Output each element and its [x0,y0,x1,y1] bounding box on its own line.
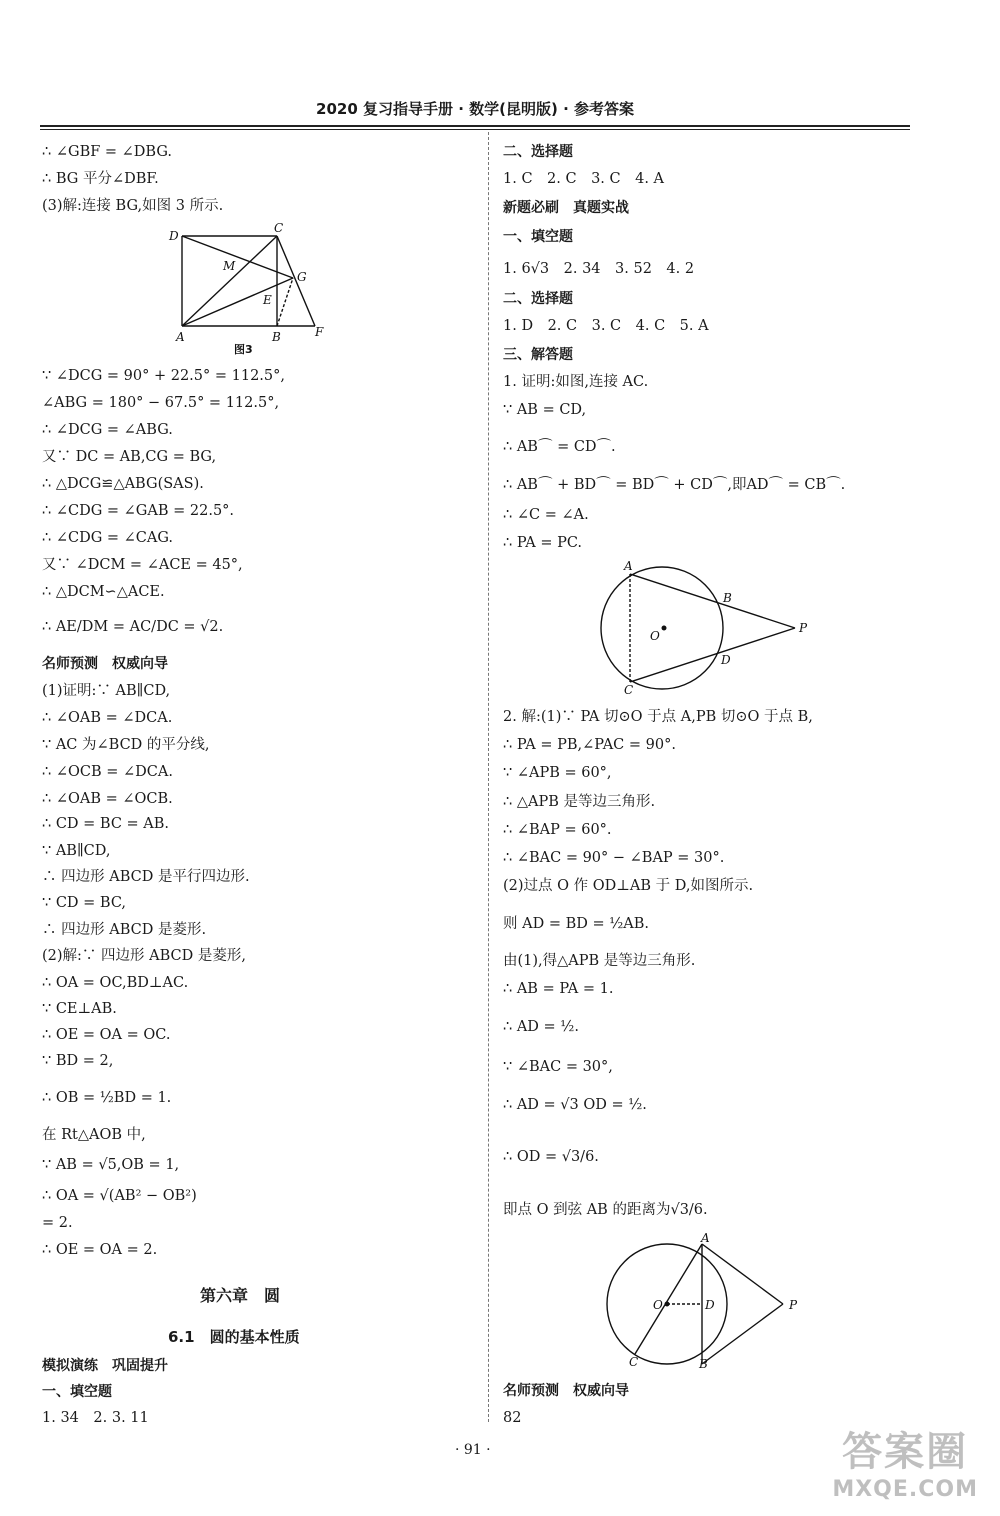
text-line: ∵ BD = 2, [42,1053,114,1069]
text-line: 1. 34 2. 3. 11 [42,1410,149,1426]
text-line: (2)过点 O 作 OD⊥AB 于 D,如图所示. [503,878,754,894]
fig3-label-G: G [297,270,307,284]
section-heading: 名师预测 权威向导 [503,1383,629,1399]
text-line: 1. 证明:如图,连接 AC. [503,374,649,390]
text-line: ∴ ∠OAB = ∠DCA. [42,710,173,726]
text-line: ∴ △DCG≌△ABG(SAS). [42,476,204,492]
text-line: ∴ AE/DM = AC/DC = √2. [42,619,224,635]
circle1-label-B: B [723,591,732,605]
header-rule-thick [40,125,910,127]
circle1-label-A: A [624,559,633,573]
text-line: ∴ ∠GBF = ∠DBG. [42,144,173,160]
circle2-label-B: B [699,1357,708,1371]
text-line: ∴ ∠CDG = ∠CAG. [42,530,174,546]
text-line: = 2. [42,1215,73,1231]
text-line: ∴ OE = OA = OC. [42,1027,171,1043]
figure-circle-tangent-2 [605,1232,815,1372]
text-line: ∴ ∠C = ∠A. [503,507,589,523]
text-line: ∴ ∠BAP = 60°. [503,822,612,838]
watermark-line1: 答案圈 [842,1429,969,1475]
text-line: ∴ OE = OA = 2. [42,1242,158,1258]
text-line: 即点 O 到弦 AB 的距离为√3/6. [503,1202,708,1218]
text-line: ∵ AB∥CD, [42,843,111,859]
text-line: ∴ PA = PB,∠PAC = 90°. [503,737,676,753]
text-line: 在 Rt△AOB 中, [42,1127,146,1143]
text-line: ∴ △APB 是等边三角形. [503,794,656,810]
text-line: 又∵ ∠DCM = ∠ACE = 45°, [42,557,243,573]
text-line: 则 AD = BD = ½AB. [503,916,650,932]
section-heading: 一、填空题 [503,229,573,245]
watermark-line2: MXQE.COM [832,1477,978,1502]
fig3-label-A: A [176,330,185,344]
section-heading: 名师预测 权威向导 [42,656,168,672]
section-heading: 二、选择题 [503,144,573,160]
text-line: 1. C 2. C 3. C 4. A [503,171,665,187]
text-line: ∴ AB = PA = 1. [503,981,614,997]
text-line: ∵ ∠DCG = 90° + 22.5° = 112.5°, [42,368,285,384]
circle1-label-D: D [721,653,731,667]
text-line: ∴ CD = BC = AB. [42,816,170,832]
text-line: ∴ OD = √3/6. [503,1149,599,1165]
watermark-logo [832,1420,978,1502]
fig3-label-E: E [263,293,272,307]
section-heading: 模拟演练 巩固提升 [42,1358,168,1374]
circle1-label-P: P [799,621,808,635]
text-line: ∴ ∠BAC = 90° − ∠BAP = 30°. [503,850,725,866]
fig3-label-F: F [315,325,324,339]
circle2-label-D: D [705,1298,715,1312]
text-line: ∴ 四边形 ABCD 是平行四边形. [42,869,250,885]
text-line: ∴ AB⌒ = CD⌒. [503,439,616,455]
text-line: ∵ CD = BC, [42,895,127,911]
circle2-label-P: P [789,1298,798,1312]
fig3-label-C: C [274,221,284,235]
section-title: 6.1 圆的基本性质 [168,1328,300,1346]
fig3-caption: 图3 [234,343,253,356]
text-line: (1)证明:∵ AB∥CD, [42,683,171,699]
text-line: ∴ BG 平分∠DBF. [42,171,159,187]
figure-3 [160,218,350,358]
text-line: ∵ AB = √5,OB = 1, [42,1157,180,1173]
text-line: ∠ABG = 180° − 67.5° = 112.5°, [42,395,280,411]
text-line: ∴ △DCM∽△ACE. [42,584,165,600]
figure-circle-tangent-1 [590,556,820,700]
text-line: 又∵ DC = AB,CG = BG, [42,449,217,465]
text-line: ∴ 四边形 ABCD 是菱形. [42,922,207,938]
fig3-label-B: B [272,330,281,344]
text-line: ∴ ∠DCG = ∠ABG. [42,422,173,438]
text-line: ∵ CE⊥AB. [42,1001,117,1017]
page-header: 2020 复习指导手册 · 数学(昆明版) · 参考答案 [316,100,634,118]
fig3-label-M: M [223,259,236,273]
column-divider [488,132,489,1422]
chapter-title: 第六章 圆 [200,1286,281,1305]
section-heading: 新题必刷 真题实战 [503,200,629,216]
text-line: ∵ AC 为∠BCD 的平分线, [42,737,210,753]
text-line: ∵ AB = CD, [503,402,587,418]
text-line: ∵ ∠BAC = 30°, [503,1059,613,1075]
text-line: (3)解:连接 BG,如图 3 所示. [42,198,224,214]
text-line: ∴ PA = PC. [503,535,583,551]
text-line: 1. 6√3 2. 34 3. 52 4. 2 [503,261,695,277]
text-line: ∴ AD = √3 OD = ½. [503,1097,647,1113]
fig3-label-D: D [169,229,179,243]
text-line: ∴ AB⌒ + BD⌒ = BD⌒ + CD⌒,即AD⌒ = CB⌒. [503,477,846,493]
text-line: ∴ OA = √(AB² − OB²) [42,1188,197,1204]
text-line: 82 [503,1410,522,1426]
text-line: ∴ ∠CDG = ∠GAB = 22.5°. [42,503,235,519]
text-line: ∴ OA = OC,BD⊥AC. [42,975,189,991]
text-line: 由(1),得△APB 是等边三角形. [503,953,696,969]
section-heading: 二、选择题 [503,291,573,307]
header-rule-thin [40,129,910,130]
text-line: ∴ ∠OAB = ∠OCB. [42,791,173,807]
text-line: ∴ OB = ½BD = 1. [42,1090,172,1106]
circle2-label-A: A [701,1232,710,1245]
circle2-label-C: C [629,1355,639,1369]
text-line: ∵ ∠APB = 60°, [503,765,612,781]
section-heading: 一、填空题 [42,1384,112,1400]
page-number: · 91 · [455,1442,491,1458]
circle1-label-O: O [650,629,660,643]
text-line: 2. 解:(1)∵ PA 切⊙O 于点 A,PB 切⊙O 于点 B, [503,709,813,725]
circle1-label-C: C [624,683,634,697]
text-line: ∴ AD = ½. [503,1019,579,1035]
circle2-label-O: O [653,1298,663,1312]
text-line: (2)解:∵ 四边形 ABCD 是菱形, [42,948,246,964]
section-heading: 三、解答题 [503,347,573,363]
text-line: ∴ ∠OCB = ∠DCA. [42,764,173,780]
text-line: 1. D 2. C 3. C 4. C 5. A [503,318,709,334]
